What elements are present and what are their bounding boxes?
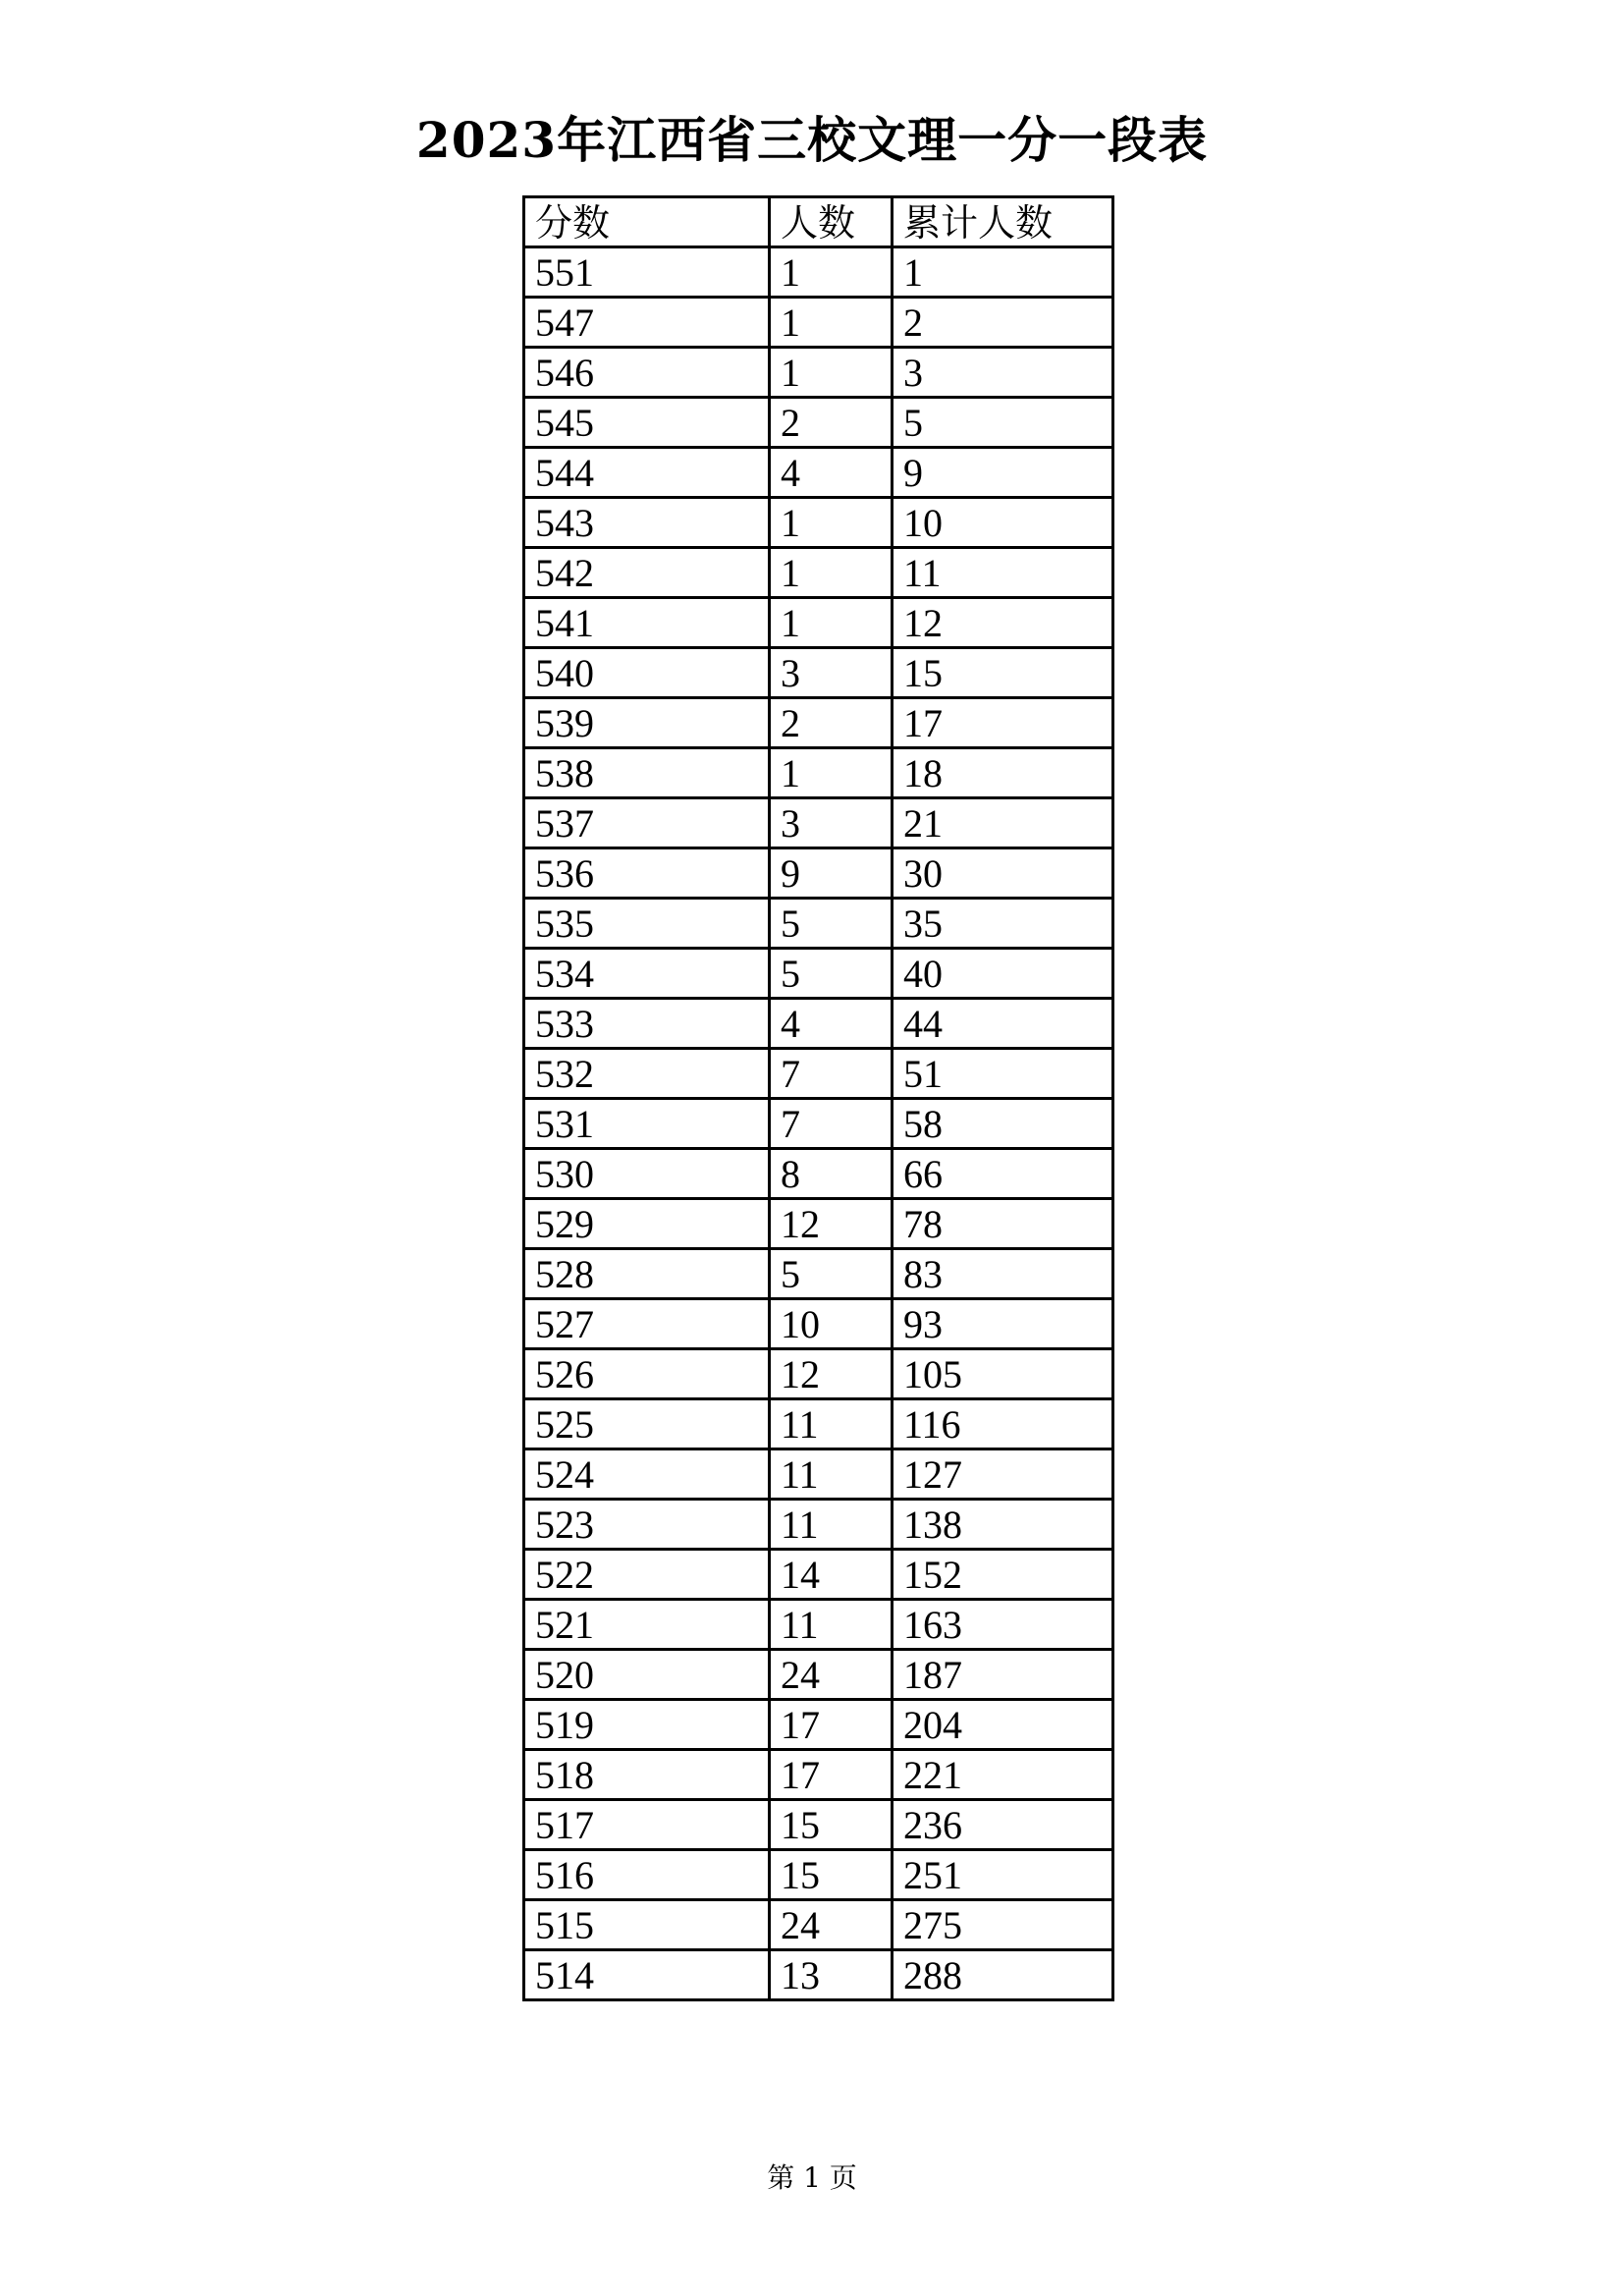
table-body [524, 247, 1113, 2000]
table-row [524, 949, 1113, 999]
table-row [524, 1500, 1113, 1550]
score-cell: 527 [524, 1299, 770, 1349]
count-cell: 15 [770, 1850, 893, 1900]
table-header-row [524, 197, 1113, 247]
score-cell: 530 [524, 1149, 770, 1199]
count-cell: 8 [770, 1149, 893, 1199]
count-cell: 11 [770, 1449, 893, 1500]
table-row [524, 548, 1113, 598]
score-cell: 519 [524, 1700, 770, 1750]
table-row [524, 1600, 1113, 1650]
table-row [524, 1650, 1113, 1700]
table-row [524, 1399, 1113, 1449]
table-row [524, 1249, 1113, 1299]
score-cell: 532 [524, 1049, 770, 1099]
count-cell: 5 [770, 899, 893, 949]
table-row [524, 498, 1113, 548]
count-cell: 5 [770, 949, 893, 999]
count-cell: 1 [770, 748, 893, 798]
score-cell: 543 [524, 498, 770, 548]
cumulative-cell: 152 [893, 1550, 1113, 1600]
count-cell: 1 [770, 298, 893, 348]
score-cell: 529 [524, 1199, 770, 1249]
header-count: 人数 [770, 197, 893, 247]
count-cell: 12 [770, 1349, 893, 1399]
table-row [524, 1750, 1113, 1800]
cumulative-cell: 78 [893, 1199, 1113, 1249]
table-row [524, 798, 1113, 848]
score-cell: 528 [524, 1249, 770, 1299]
table-row [524, 1550, 1113, 1600]
table-row [524, 1800, 1113, 1850]
table-row [524, 1349, 1113, 1399]
table-row [524, 1299, 1113, 1349]
cumulative-cell: 105 [893, 1349, 1113, 1399]
table-row [524, 1099, 1113, 1149]
cumulative-cell: 127 [893, 1449, 1113, 1500]
score-cell: 542 [524, 548, 770, 598]
score-cell: 535 [524, 899, 770, 949]
score-cell: 520 [524, 1650, 770, 1700]
cumulative-cell: 116 [893, 1399, 1113, 1449]
count-cell: 10 [770, 1299, 893, 1349]
count-cell: 2 [770, 398, 893, 448]
cumulative-cell: 221 [893, 1750, 1113, 1800]
count-cell: 12 [770, 1199, 893, 1249]
score-cell: 540 [524, 648, 770, 698]
table-row [524, 899, 1113, 949]
table-row [524, 848, 1113, 899]
score-cell: 538 [524, 748, 770, 798]
cumulative-cell: 236 [893, 1800, 1113, 1850]
count-cell: 14 [770, 1550, 893, 1600]
cumulative-cell: 15 [893, 648, 1113, 698]
header-score: 分数 [524, 197, 770, 247]
header-cumulative: 累计人数 [893, 197, 1113, 247]
table-row [524, 448, 1113, 498]
cumulative-cell: 3 [893, 348, 1113, 398]
count-cell: 1 [770, 348, 893, 398]
count-cell: 3 [770, 648, 893, 698]
cumulative-cell: 11 [893, 548, 1113, 598]
score-cell: 526 [524, 1349, 770, 1399]
page-title: 2023年江西省三校文理一分一段表 [415, 111, 1209, 169]
score-cell: 544 [524, 448, 770, 498]
score-cell: 516 [524, 1850, 770, 1900]
count-cell: 7 [770, 1049, 893, 1099]
cumulative-cell: 83 [893, 1249, 1113, 1299]
cumulative-cell: 288 [893, 1950, 1113, 2000]
score-cell: 536 [524, 848, 770, 899]
cumulative-cell: 35 [893, 899, 1113, 949]
score-cell: 534 [524, 949, 770, 999]
count-cell: 9 [770, 848, 893, 899]
cumulative-cell: 58 [893, 1099, 1113, 1149]
table-row [524, 1900, 1113, 1950]
count-cell: 4 [770, 448, 893, 498]
score-cell: 521 [524, 1600, 770, 1650]
count-cell: 7 [770, 1099, 893, 1149]
table-row [524, 999, 1113, 1049]
cumulative-cell: 275 [893, 1900, 1113, 1950]
score-cell: 539 [524, 698, 770, 748]
table-row [524, 1049, 1113, 1099]
cumulative-cell: 44 [893, 999, 1113, 1049]
cumulative-cell: 138 [893, 1500, 1113, 1550]
cumulative-cell: 18 [893, 748, 1113, 798]
count-cell: 24 [770, 1900, 893, 1950]
score-cell: 517 [524, 1800, 770, 1850]
table-row [524, 247, 1113, 298]
table-row [524, 1199, 1113, 1249]
count-cell: 11 [770, 1500, 893, 1550]
table-row [524, 1149, 1113, 1199]
cumulative-cell: 40 [893, 949, 1113, 999]
score-cell: 533 [524, 999, 770, 1049]
table-row [524, 1700, 1113, 1750]
cumulative-cell: 93 [893, 1299, 1113, 1349]
table-row [524, 598, 1113, 648]
count-cell: 1 [770, 498, 893, 548]
page-number: 第 1 页 [767, 2161, 857, 2194]
score-cell: 531 [524, 1099, 770, 1149]
table-row [524, 748, 1113, 798]
cumulative-cell: 251 [893, 1850, 1113, 1900]
cumulative-cell: 204 [893, 1700, 1113, 1750]
cumulative-cell: 187 [893, 1650, 1113, 1700]
cumulative-cell: 163 [893, 1600, 1113, 1650]
table-row [524, 398, 1113, 448]
table-row [524, 348, 1113, 398]
count-cell: 2 [770, 698, 893, 748]
cumulative-cell: 51 [893, 1049, 1113, 1099]
count-cell: 24 [770, 1650, 893, 1700]
count-cell: 3 [770, 798, 893, 848]
count-cell: 17 [770, 1750, 893, 1800]
table-row [524, 648, 1113, 698]
count-cell: 13 [770, 1950, 893, 2000]
score-cell: 524 [524, 1449, 770, 1500]
count-cell: 4 [770, 999, 893, 1049]
cumulative-cell: 10 [893, 498, 1113, 548]
score-cell: 545 [524, 398, 770, 448]
table-row [524, 1950, 1113, 2000]
score-cell: 515 [524, 1900, 770, 1950]
cumulative-cell: 17 [893, 698, 1113, 748]
cumulative-cell: 1 [893, 247, 1113, 298]
cumulative-cell: 30 [893, 848, 1113, 899]
score-cell: 522 [524, 1550, 770, 1600]
table-row [524, 698, 1113, 748]
score-cell: 518 [524, 1750, 770, 1800]
cumulative-cell: 66 [893, 1149, 1113, 1199]
count-cell: 11 [770, 1399, 893, 1449]
table-row [524, 298, 1113, 348]
cumulative-cell: 12 [893, 598, 1113, 648]
count-cell: 1 [770, 598, 893, 648]
score-cell: 547 [524, 298, 770, 348]
count-cell: 1 [770, 247, 893, 298]
table-row [524, 1850, 1113, 1900]
count-cell: 5 [770, 1249, 893, 1299]
score-cell: 546 [524, 348, 770, 398]
score-cell: 541 [524, 598, 770, 648]
count-cell: 1 [770, 548, 893, 598]
table-row [524, 1449, 1113, 1500]
count-cell: 17 [770, 1700, 893, 1750]
cumulative-cell: 2 [893, 298, 1113, 348]
score-cell: 525 [524, 1399, 770, 1449]
score-cell: 551 [524, 247, 770, 298]
count-cell: 15 [770, 1800, 893, 1850]
cumulative-cell: 21 [893, 798, 1113, 848]
score-cell: 537 [524, 798, 770, 848]
cumulative-cell: 9 [893, 448, 1113, 498]
score-cell: 523 [524, 1500, 770, 1550]
count-cell: 11 [770, 1600, 893, 1650]
cumulative-cell: 5 [893, 398, 1113, 448]
score-table [522, 195, 1114, 2001]
score-cell: 514 [524, 1950, 770, 2000]
